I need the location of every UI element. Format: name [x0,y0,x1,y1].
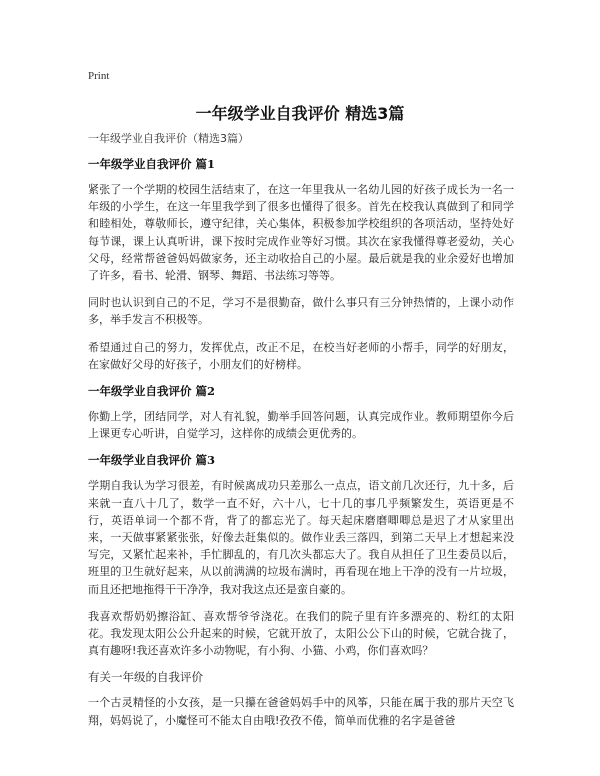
print-label: Print [88,70,110,82]
paragraph: 我喜欢帮奶奶擦浴缸、喜欢帮爷爷浇花。在我们的院子里有许多漂亮的、粉红的太阳花。我发现太阳公公升起来的时候，它就开放了，太阳公公下山的时候，它就合拢了，真有趣呀!我还喜欢许多小动物呢，有小狗、小猫、小鸡，你们喜欢吗？ [88,609,514,658]
section-4 [88,669,514,728]
section-heading: 一年级学业自我评价 篇1 [88,157,216,171]
paragraph: 你勤上学，团结同学，对人有礼貌，勤举手回答问题，认真完成作业。教师期望你今后上课更专心听讲，自觉学习，这样你的成绩会更优秀的。 [88,410,514,441]
section-1 [88,156,514,373]
section-heading: 一年级学业自我评价 篇3 [88,453,216,468]
document-body [88,131,514,739]
section-3 [88,452,514,659]
paragraph: 紧张了一个学期的校园生活结束了，在这一年里我从一名幼儿园的好孩子成长为一名一年级的小学生，在这一年里我学到了很多也懂得了很多。首先在校我认真做到了和同学和睦相处，尊敬师长，遵守纪律，关心集体，积极参加学校组织的各项活动，坚持处好每节课，课上认真听讲，课下按时完成作业等好习惯。其次在家我懂得尊老爱幼，关心父母，经常帮爸爸妈妈做家务，还主动收拾自己的小屋。最后就是我的业余爱好也增加了许多，看书、轮滑、钢琴、舞蹈、书法练习等等。 [88,183,514,283]
section-heading: 有关一年级的自我评价 [88,670,203,685]
document-subtitle: 一年级学业自我评价（精选3篇） [88,132,249,145]
document-title: 一年级学业自我评价 精选3篇 [195,104,405,123]
section-2 [88,383,514,442]
paragraph: 希望通过自己的努力，发挥优点，改正不足，在校当好老师的小帮手，同学的好朋友，在家做好父母的好孩子，小朋友们的好榜样。 [88,340,514,371]
paragraph: 同时也认识到自己的不足，学习不是很勤奋，做什么事只有三分钟热情的，上课小动作多，举手发言不积极等。 [88,296,514,327]
section-heading: 一年级学业自我评价 篇2 [88,384,216,399]
paragraph: 一个古灵精怪的小女孩，是一只攥在爸爸妈妈手中的风筝，只能在属于我的那片天空飞翔，妈妈说了，小魔怪可不能太自由哦!孜孜不倦，简单而优雅的名字是爸爸 [88,696,514,727]
paragraph: 学期自我认为学习很差，有时候离成功只差那么一点点，语文前几次还行，九十多，后来就一直八十几了，数学一直不好，六十八，七十几的事几乎频繁发生，英语更是不行，英语单词一个都不背，背了的都忘光了。每天起床磨磨唧唧总是迟了才从家里出来，一天做事紧紧张张，好像去赶集似的。做作业丢三落四，到第二天早上才想起来没写完，又紧忙起来补，手忙脚乱的，有几次头都忘大了。我自从担任了卫生委员以后，班里的卫生就好起来，从以前满满的垃圾布满时，再看现在地上干净的没有一片垃圾，而且还把地拖得干干净净，我对我这点还是蛮自豪的。 [88,479,514,596]
